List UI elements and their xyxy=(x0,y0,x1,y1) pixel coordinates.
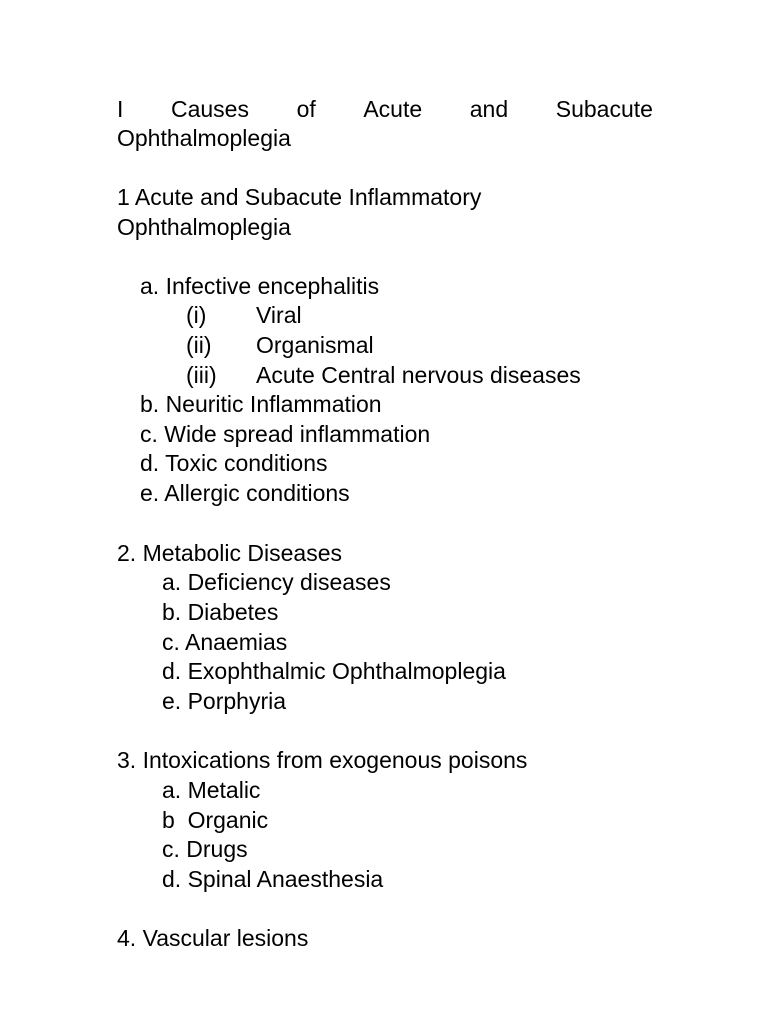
section2-item-c: c. Anaemias xyxy=(162,629,288,655)
section1-title-line-1: 1 Acute and Subacute Inflammatory xyxy=(117,184,482,210)
heading-word: of xyxy=(296,96,316,122)
section3-item-d: d. Spinal Anaesthesia xyxy=(162,866,384,892)
section1-item-a: a. Infective encephalitis xyxy=(140,273,380,299)
heading-word: Causes xyxy=(170,96,249,122)
heading-line-2: Ophthalmoplegia xyxy=(117,125,291,151)
section4-title: 4. Vascular lesions xyxy=(117,925,309,951)
section2-item-a: a. Deficiency diseases xyxy=(162,569,391,595)
heading-word: and xyxy=(469,96,509,122)
heading-word: Subacute xyxy=(555,96,653,122)
subitem-number: (i) xyxy=(186,302,207,328)
section1-item-c: c. Wide spread inflammation xyxy=(140,421,431,447)
section2-item-e: e. Porphyria xyxy=(162,688,287,714)
section1-item-d: d. Toxic conditions xyxy=(140,450,328,476)
section2-item-d: d. Exophthalmic Ophthalmoplegia xyxy=(162,658,506,684)
section1-item-e: e. Allergic conditions xyxy=(140,480,350,506)
section2-item-b: b. Diabetes xyxy=(162,599,279,625)
section3-item-b: b Organic xyxy=(162,807,269,833)
section3-item-a: a. Metalic xyxy=(162,777,261,803)
section2-title: 2. Metabolic Diseases xyxy=(117,540,342,566)
section3-title: 3. Intoxications from exogenous poisons xyxy=(117,747,528,773)
heading-word: Acute xyxy=(363,96,423,122)
section3-item-c: c. Drugs xyxy=(162,836,248,862)
subitem-number: (iii) xyxy=(186,362,217,388)
section1-item-b: b. Neuritic Inflammation xyxy=(140,391,382,417)
subitem-number: (ii) xyxy=(186,332,212,358)
heading-line-1 xyxy=(117,94,653,124)
subitem-text: Acute Central nervous diseases xyxy=(256,362,581,388)
heading-word: I xyxy=(117,96,124,122)
subitem-text: Organismal xyxy=(256,332,374,358)
section1-title-line-2: Ophthalmoplegia xyxy=(117,214,291,240)
subitem-text: Viral xyxy=(256,302,302,328)
